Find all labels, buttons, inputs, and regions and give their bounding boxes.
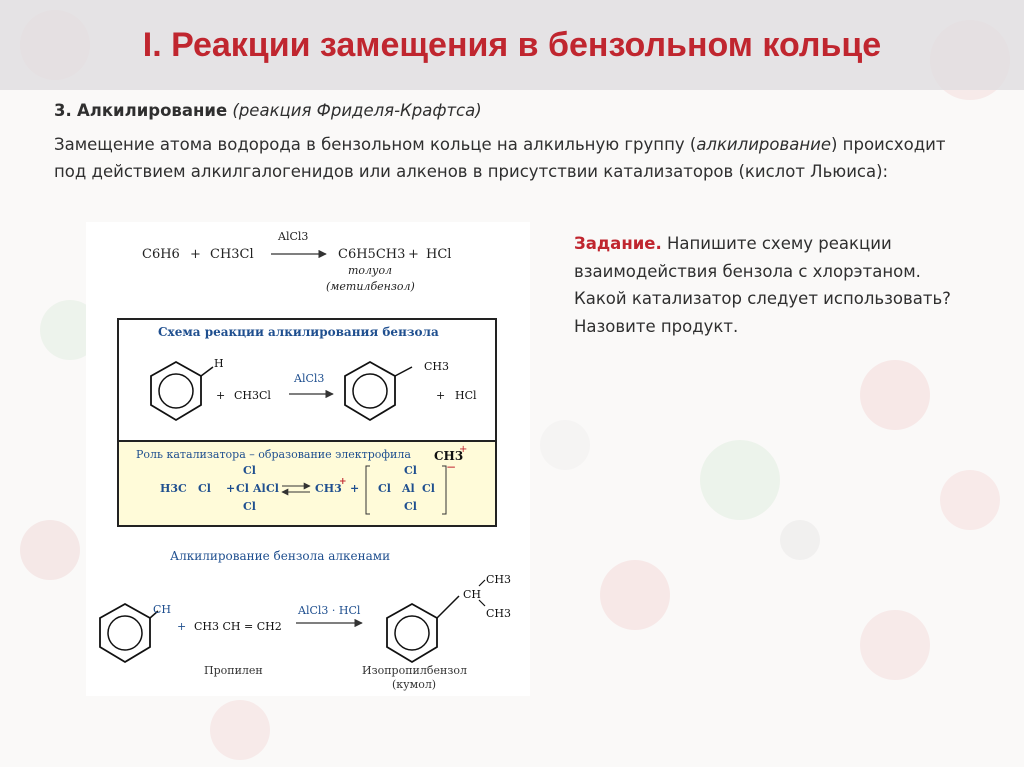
para-part1: Замещение атома водорода в бензольном кольце на алкильную группу ( — [54, 135, 697, 154]
alkene-reagent: CH3 CH = CH2 — [194, 620, 282, 633]
catalyst-electrophile: CH3 — [434, 449, 464, 463]
eq1-reactant2: CH3Cl — [210, 247, 254, 262]
alkene-product-alt-name: (кумол) — [392, 678, 437, 691]
eq1-reactant1: C6H6 — [142, 247, 180, 262]
eq1-catalyst: AlCl3 — [278, 230, 309, 243]
eq1-product1: C6H5CH3 — [338, 247, 406, 262]
electrophile-plus: + — [459, 444, 468, 455]
cat-h3c: H3C — [160, 482, 187, 495]
scheme-catalyst: AlCl3 — [294, 372, 325, 385]
scheme-reagent: CH3Cl — [234, 389, 271, 402]
equation-1 — [142, 230, 451, 293]
eq1-product2: HCl — [426, 247, 452, 262]
section-heading — [54, 101, 482, 120]
alkene-ch-label: CH — [153, 603, 172, 616]
scheme-plus1: + — [216, 389, 226, 402]
eq1-product-alt-name: (метилбензол) — [326, 280, 415, 293]
catalyst-role-title: Роль катализатора – образование электрофила — [136, 448, 411, 461]
electrophile-minus: − — [446, 460, 457, 474]
heading-reaction-name: (реакция Фриделя-Крафтса) — [232, 101, 482, 120]
cat-cl-3: Cl — [266, 482, 279, 495]
cat-cation-plus: + — [339, 477, 347, 487]
slide-title: I. Реакции замещения в бензольном кольце — [142, 26, 882, 64]
task-block — [574, 230, 954, 340]
reaction-figure-svg — [86, 222, 530, 696]
reaction-figure — [86, 222, 530, 696]
alkene-catalyst: AlCl3 · HCl — [298, 604, 361, 617]
task-label: Задание. — [574, 234, 662, 253]
cat-cl-top-2: Cl — [404, 464, 417, 477]
cat-cation: CH3 — [315, 482, 342, 495]
cat-cl-1: Cl — [198, 482, 211, 495]
scheme-plus2: + — [436, 389, 446, 402]
description-paragraph — [54, 131, 974, 185]
heading-name: Алкилирование — [77, 101, 228, 120]
para-italic: алкилирование — [696, 135, 831, 154]
scheme-ch3-label: CH3 — [424, 360, 450, 373]
eq1-product-name: толуол — [348, 264, 393, 277]
cat-cl-4: Cl — [378, 482, 391, 495]
eq1-plus2: + — [408, 247, 419, 262]
cat-plus-1: + — [226, 482, 236, 495]
alkenes-title: Алкилирование бензола алкенами — [170, 549, 391, 563]
alkene-product-ch: CH — [463, 588, 482, 601]
benzene-ring-3 — [100, 604, 158, 662]
eq1-plus: + — [190, 247, 201, 262]
cat-cl-bottom: Cl — [243, 500, 256, 513]
alkene-product-name: Изопропилбензол — [362, 664, 467, 677]
cat-al: Al — [253, 482, 266, 495]
cat-plus-2: + — [350, 482, 360, 495]
task-text: Напишите схему реакции взаимодействия бензола с хлорэтаном. Какой катализатор следует использовать? Назовите продукт. — [574, 234, 951, 336]
cat-cl-top: Cl — [243, 464, 256, 477]
para-part2: ) происходит под действием алкилгалогенидов или алкенов в присутствии катализаторов (кислот Льюиса): — [54, 135, 946, 181]
alkene-plus: + — [177, 620, 187, 633]
cat-cl-bottom-2: Cl — [404, 500, 417, 513]
scheme-title: Схема реакции алкилирования бензола — [158, 325, 439, 339]
scheme-h-label: H — [214, 357, 224, 370]
alkene-reactant-name: Пропилен — [204, 664, 263, 677]
scheme-hcl: HCl — [455, 389, 477, 402]
cat-cl-2: Cl — [236, 482, 249, 495]
alkene-product-ch3-bottom: CH3 — [486, 607, 512, 620]
alkene-product-ch3-top: CH3 — [486, 573, 512, 586]
heading-number: 3. — [54, 101, 72, 120]
cat-cl-5: Cl — [422, 482, 435, 495]
cat-al-2: Al — [402, 482, 415, 495]
